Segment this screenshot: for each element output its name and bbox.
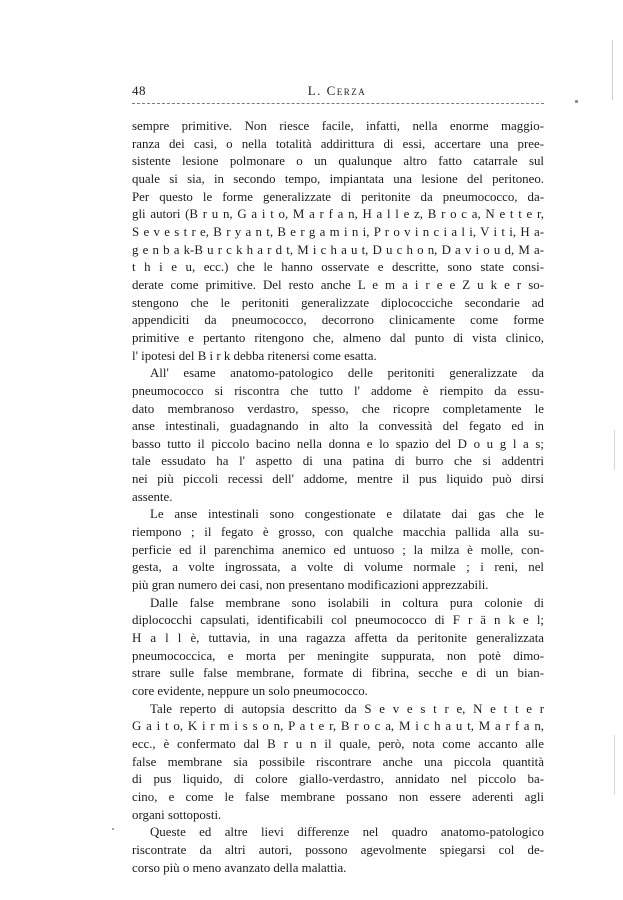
text-line: sistente lesione polmonare o un qualunque altro fatto catarrale sul bbox=[132, 154, 544, 169]
text-line: riempono ; il fegato è grosso, con qualche macchia pallida alla su- bbox=[132, 525, 544, 540]
text-line: stengono che le peritoniti generalizzate diplococciche secondarie ad bbox=[132, 295, 544, 310]
text-line: ranza dei casi, o nella totalità addirittura di essi, accertare una pree- bbox=[132, 136, 544, 151]
text-line: sempre primitive. Non riesce facile, infatti, nella enorme maggio- bbox=[132, 119, 544, 133]
text-line: S e v e s t r e, B r y a n t, B e r g a m i n i, P r o v i n c i a l i, V i t i, H a- bbox=[132, 224, 544, 239]
text-line: dato membranoso verdastro, spesso, che ricopre completamente le bbox=[132, 401, 544, 416]
text-line: g e n b a k-B u r c k h a r d t, M i c h a u t, D u c h o n, D a v i o u d, M a- bbox=[132, 242, 544, 257]
text-line: anse intestinali, guadagnando in alto la convessità del fegato ed in bbox=[132, 419, 544, 434]
text-line: corso più o meno avanzato della malattia. bbox=[132, 860, 347, 875]
text-line: basso tutto il piccolo bacino nella donna e lo spazio del D o u g l a s; bbox=[132, 436, 544, 451]
text-line: diplococchi capsulati, identificabili col pneumococco di F r ä n k e l; bbox=[132, 613, 544, 628]
scan-edge-mark bbox=[614, 430, 615, 470]
text-line: appendiciti da pneumococco, decorrono clinicamente come forme bbox=[132, 313, 544, 328]
body-text bbox=[132, 118, 544, 877]
text-line: false membrane sia possibile riscontrare anche una piccola quantità bbox=[132, 754, 544, 769]
text-line: strare sulle false membrane, formate di fibrina, secche e di un bian- bbox=[132, 666, 544, 681]
text-line: riscontrate da altri autori, possono agevolmente spiegarsi col de- bbox=[132, 842, 544, 857]
text-line: l' ipotesi del B i r k debba ritenersi come esatta. bbox=[132, 348, 377, 363]
text-line: Tale reperto di autopsia descritto da S e v e s t r e, N e t t e r bbox=[150, 701, 544, 716]
text-line: core evidente, neppure un solo pneumococco. bbox=[132, 684, 368, 698]
text-line: pneumococco si riscontra che tutto l' addome è riempito da essu- bbox=[132, 383, 544, 398]
text-line: t h i e u, ecc.) che le hanno osservate e descritte, sono state consi- bbox=[132, 260, 544, 275]
text-line: Per questo le forme generalizzate di peritonite da pneumococco, da- bbox=[132, 189, 544, 204]
text-line: perficie ed il parenchima anemico ed untuoso ; la milza è molle, con- bbox=[132, 542, 544, 557]
scan-edge-mark bbox=[612, 40, 613, 100]
text-line: G a i t o, K i r m i s s o n, P a t e r, B r o c a, M i c h a u t, M a r f a n, bbox=[132, 719, 544, 734]
running-head: L. Cerza bbox=[307, 83, 367, 98]
page-header bbox=[132, 83, 542, 101]
text-line: ecc., è confermato dal B r u n il quale, però, nota come accanto alle bbox=[132, 736, 544, 751]
text-line: assente. bbox=[132, 489, 173, 504]
text-line: All' esame anatomo-patologico delle peritoniti generalizzate da bbox=[150, 366, 544, 381]
text-line: derate come primitive. Del resto anche L e m a i r e e Z u k e r so- bbox=[132, 277, 544, 292]
header-rule bbox=[132, 103, 544, 104]
text-line: cino, e come le false membrane possano non essere aderenti agli bbox=[132, 789, 544, 804]
scan-speck bbox=[112, 828, 114, 830]
text-line: tale essudato ha l' aspetto di una patina di burro che si addentri bbox=[132, 454, 544, 469]
text-line: H a l l è, tuttavia, in una ragazza affetta da peritonite generalizzata bbox=[132, 631, 544, 646]
text-line: quale si sia, in secondo tempo, impiantata una lesione del peritoneo. bbox=[132, 171, 544, 186]
text-line: più gran numero dei casi, non presentano modificazioni apprezzabili. bbox=[132, 578, 489, 593]
text-line: pneumococcica, e morta per meningite suppurata, non potè dimo- bbox=[132, 648, 544, 663]
scan-speck bbox=[575, 100, 578, 103]
text-line: nei più piccoli recessi dell' addome, mentre il pus liquido può dirsi bbox=[132, 472, 544, 487]
text-line: gli autori (B r u n, G a i t o, M a r f a n, H a l l e z, B r o c a, N e t t e r, bbox=[132, 207, 544, 222]
scan-edge-mark bbox=[614, 735, 615, 795]
text-line: Le anse intestinali sono congestionate e dilatate dai gas che le bbox=[150, 507, 544, 522]
text-line: di pus liquido, di colore giallo-verdastro, annidato nel piccolo ba- bbox=[132, 772, 544, 787]
page-number: 48 bbox=[132, 83, 146, 98]
text-line: Dalle false membrane sono isolabili in coltura pura colonie di bbox=[150, 595, 544, 610]
text-line: organi sottoposti. bbox=[132, 807, 222, 822]
text-line: primitive e pertanto ritengono che, almeno dal punto di vista clinico, bbox=[132, 330, 544, 345]
text-line: gesta, a volte ingrossata, a volte di volume normale ; i reni, nel bbox=[132, 560, 544, 575]
text-line: Queste ed altre lievi differenze nel quadro anatomo-patologico bbox=[150, 825, 544, 840]
